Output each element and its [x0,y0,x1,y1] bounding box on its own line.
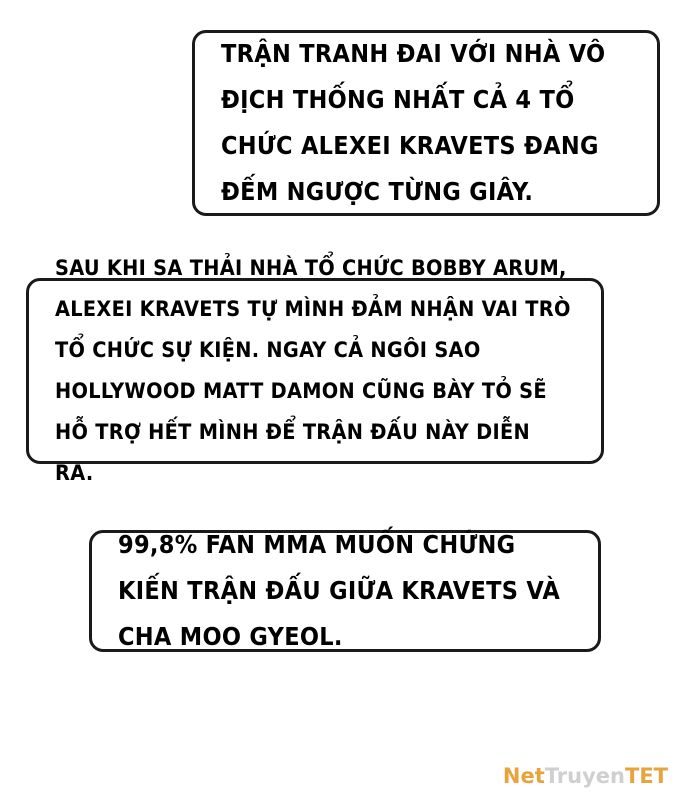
speech-bubble-2-text: SAU KHI SA THẢI NHÀ TỔ CHỨC BOBBY ARUM, ALEXEI KRAVETS TỰ MÌNH ĐẢM NHẬN VAI TRÒ TỔ CHỨC SỰ KIỆN. NGAY CẢ NGÔI SAO HOLLYWOOD MATT DAMON CŨNG BÀY TỎ SẼ HỖ TRỢ HẾT MÌNH ĐỂ TRẬN ĐẤU NÀY DIỄN RA. [55,256,578,486]
speech-bubble-3-text: 99,8% FAN MMA MUỐN CHỨNG KIẾN TRẬN ĐẤU GIỮA KRAVETS VÀ CHA MOO GYEOL. [118,530,569,651]
watermark-tet: TET [625,764,668,788]
speech-bubble-1-text: TRẬN TRANH ĐAI VỚI NHÀ VÔ ĐỊCH THỐNG NHẤT CẢ 4 TỔ CHỨC ALEXEI KRAVETS ĐANG ĐẾM NGƯỢC TỪNG GIÂY. [221,39,614,206]
speech-bubble-1 [192,30,660,216]
speech-bubble-2 [26,256,604,486]
watermark-truyen: Truyen [544,764,625,788]
site-watermark [503,764,668,788]
watermark-net: Net [502,764,545,788]
speech-bubble-3 [89,530,601,652]
